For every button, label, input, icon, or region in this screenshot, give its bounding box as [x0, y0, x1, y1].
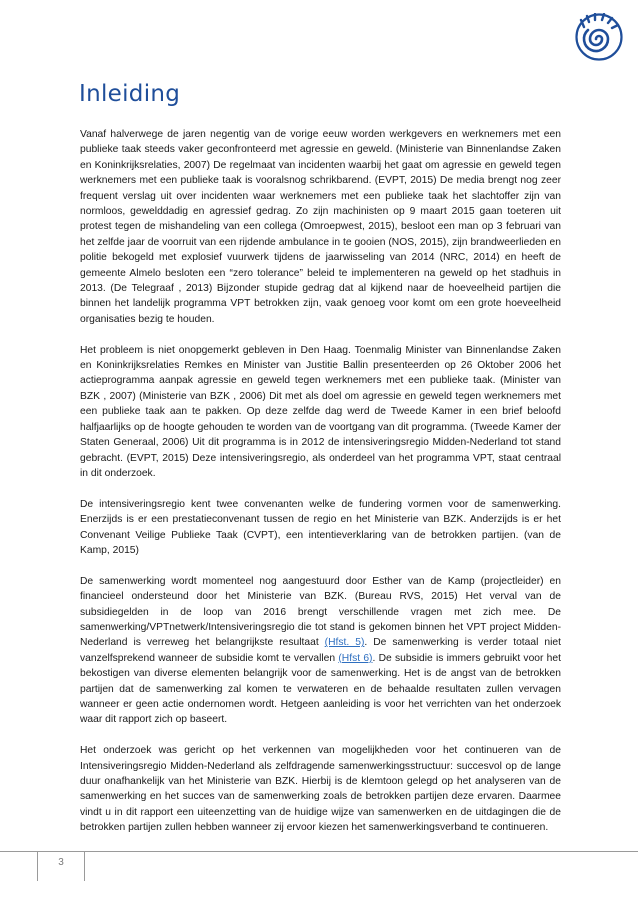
- paragraph-intro: Vanaf halverwege de jaren negentig van de vorige eeuw worden werkgevers en werknemers met een publieke taak steeds vaker geconfronteerd met agressie en geweld. (Ministerie van Binnenlandse Zaken en Koninkrijksrelaties, 2007) De regelmaat van incidenten waarbij het gaat om agressie en geweld tegen werknemers met een publieke taak is vooralsnog schrikbarend. (EVPT, 2015) De media brengt nog zeer frequent verslag uit over incidenten waar werknemers met een publieke taak het slachtoffer zijn van normloos, gewelddadig en agressief gedrag. Zo zijn machinisten op 9 maart 2015 gaan toeteren uit protest tegen de mishandeling van een collega (Omroepwest, 2015), besloot een man op 3 februari van het zelfde jaar de voorruit van een rijdende ambulance in te gooien (NOS, 2015), zijn brandweerlieden en politie bekogeld met explosief vuurwerk tijdens de jaarwisseling van 2014 (NRC, 2014) en heeft de gemeente Almelo besloten een “zero tolerance” beleid te implementeren na geweld op het stadhuis in 2013. (De Telegraaf , 2013) Bijzonder stupide gedrag dat al kijkend naar de hoeveelheid partijen die binnen het landelijk programma VPT betrokken zijn, vaak genoeg voor komt om een grote hoeveelheid organisaties bezig te houden.: [80, 129, 561, 325]
- page-number: 3: [58, 857, 64, 868]
- paragraph-convenanten: De intensiveringsregio kent twee convenanten welke de fundering vormen voor de samenwerking. Enerzijds is er een prestatieconvenant tussen de regio en het Ministerie van BZK. Anderzijds is er het Convenant Veilige Publieke Taak (CVPT), een intentieverklaring van de betrokken partijen. (van de Kamp, 2015): [80, 498, 561, 556]
- paragraph-samenwerking: [80, 574, 561, 728]
- footer-divider: [0, 851, 638, 852]
- body-text: [80, 127, 561, 836]
- paragraph-samenwerking-start: De samenwerking wordt momenteel nog aangestuurd door Esther van de Kamp (projectleider) en financieel ondersteund door het Ministerie van BZK. (Bureau RVS, 2015) Het verval van de subsidiegelden in de loop van 2016 brengt verschillende vragen met zich mee. De samenwerking/VPTnetwerk/Intensiveringsregio die tot stand is gekomen binnen het VPT project Midden-Nederland is verreweg het belangrijkste resultaat: [80, 575, 561, 649]
- spiral-logo-icon: [575, 13, 623, 61]
- paragraph-samenwerking-middle: . De samenwerking is verder totaal niet vanzelfsprekend wanneer de subsidie komt te vervallen: [80, 637, 561, 664]
- chapter-5-link[interactable]: (Hfst. 5): [324, 637, 365, 649]
- paragraph-onderzoek: Het onderzoek was gericht op het verkennen van mogelijkheden voor het continueren van de Intensiveringsregio Midden-Nederland als zelfdragende samenwerkingsstructuur: succesvol op de lange duur onafhankelijk van het Ministerie van BZK. Hierbij is de klemtoon gelegd op het analyseren van de samenwerking en het succes van de samenwerking zoals de betrokken partijen deze ervaren. Daarmee vindt u in dit rapport een uiteenzetting van de huidige wijze van samenwerken en de uitdagingen die de betrokken partijen zullen hebben wanneer zij ervoor kiezen het samenwerkingsverband te continueren.: [80, 745, 561, 834]
- chapter-6-link[interactable]: (Hfst 6): [338, 652, 373, 664]
- page-number-box: [37, 851, 85, 881]
- page-title: Inleiding: [79, 81, 181, 107]
- paragraph-samenwerking-end: . De subsidie is immers gebruikt voor het bekostigen van diverse elementen belangrijk voor de samenwerking. Het is de angst van de betrokken partijen dat de samenwerking zal komen te verwateren en de behaalde resultaten zullen vervagen wanneer er geen actie ondernomen wordt. Hetgeen aanleiding is voor het verrichten van het onderzoek waar dit rapport zich op baseert.: [80, 652, 561, 726]
- paragraph-den-haag: Het probleem is niet onopgemerkt gebleven in Den Haag. Toenmalig Minister van Binnenlandse Zaken en Koninkrijksrelaties Remkes en Minister van Justitie Ballin presenteerden op 26 Oktober 2006 het actieprogramma aanpak agressie en geweld tegen werknemers met een publieke taak. (Minister van BZK , 2007) (Ministerie van BZK , 2006) Dit met als doel om agressie en geweld tegen werknemers met een publieke taak aan te pakken. Op deze zelfde dag werd de Tweede Kamer in een brief beloofd halfjaarlijks op de hoogte gehouden te worden van de voortgang van dit programma. (Tweede Kamer der Staten Generaal, 2006) Uit dit programma is in 2012 de intensiveringsregio Midden-Nederland tot stand gebracht. (EVPT, 2015) Deze intensiveringsregio, als onderdeel van het programma VPT, staat centraal in dit onderzoek.: [80, 344, 561, 479]
